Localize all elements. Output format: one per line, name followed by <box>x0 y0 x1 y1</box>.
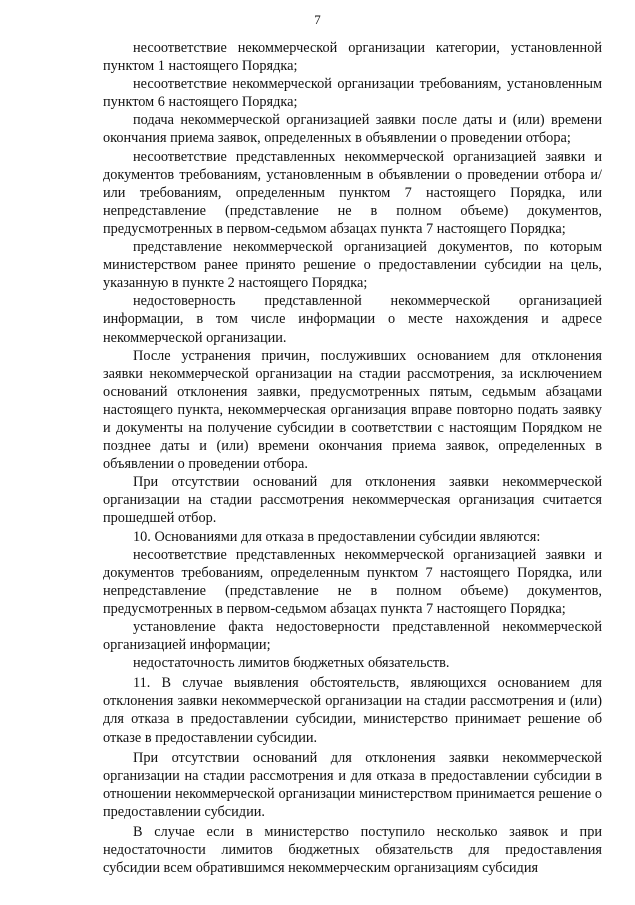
paragraph: После устранения причин, послуживших основанием для отклонения заявки некоммерческой организации на стадии рассмотрения, за исключением оснований отклонения заявки, предусмотренных пятым, седьмым абзацами настоящего пункта, некоммерческая организация вправе повторно подать заявку и документы на получение субсидии в соответствии с настоящим Порядком не позднее даты и (или) времени окончания приема заявок, определенных в объявлении о проведении отбора. <box>103 347 602 473</box>
paragraph: представление некоммерческой организацией документов, по которым министерством ранее принято решение о предоставлении субсидии на цель, указанную в пункте 2 настоящего Порядка; <box>103 239 602 292</box>
paragraph: недостоверность представленной некоммерческой организацией информации, в том числе информации о месте нахождения и адресе некоммерческой организации. <box>103 293 602 346</box>
document-body <box>103 39 602 877</box>
paragraph: несоответствие некоммерческой организации категории, установленной пунктом 1 настоящего Порядка; <box>103 40 602 75</box>
paragraph: несоответствие представленных некоммерческой организацией заявки и документов требованиям, определенным пунктом 7 настоящего Порядка, или непредставление (представление не в полном объеме) документов, предусмотренных в первом-седьмом абзацах пункта 7 настоящего Порядка; <box>103 546 602 617</box>
paragraph: 10. Основаниями для отказа в предоставлении субсидии являются: <box>133 528 541 545</box>
paragraph: При отсутствии оснований для отклонения заявки некоммерческой организации на стадии рассмотрения некоммерческая организация считается прошедшей отбор. <box>103 474 602 527</box>
paragraph: подача некоммерческой организацией заявки после даты и (или) времени окончания приема заявок, определенных в объявлении о проведении отбора; <box>103 112 602 147</box>
paragraph: В случае если в министерство поступило несколько заявок и при недостаточности лимитов бюджетных обязательств для предоставления субсидии всем обратившимся некоммерческим организациям субсидия <box>103 824 602 877</box>
paragraph: недостаточность лимитов бюджетных обязательств. <box>133 655 450 672</box>
page-number: 7 <box>314 12 321 27</box>
paragraph: 11. В случае выявления обстоятельств, являющихся основанием для отклонения заявки некоммерческой организации на стадии рассмотрения и (или) для отказа в предоставлении субсидии, министерство принимает решение об отказе в предоставлении субсидии. <box>103 675 602 746</box>
paragraph: несоответствие некоммерческой организации требованиям, установленным пунктом 6 настоящего Порядка; <box>103 76 602 111</box>
paragraph: несоответствие представленных некоммерческой организацией заявки и документов требованиям, установленным в объявлении о проведении отбора и/или требованиям, определенным пунктом 7 настоящего Порядка, или непредставление (представление не в полном объеме) документов, предусмотренных в первом-седьмом абзацах пункта 7 настоящего Порядка; <box>103 148 602 237</box>
paragraph: установление факта недостоверности представленной некоммерческой организацией информации; <box>103 619 602 654</box>
paragraph: При отсутствии оснований для отклонения заявки некоммерческой организации на стадии рассмотрения и для отказа в предоставлении субсидии в отношении некоммерческой организации министерством принимается решение о предоставлении субсидии. <box>103 749 602 820</box>
